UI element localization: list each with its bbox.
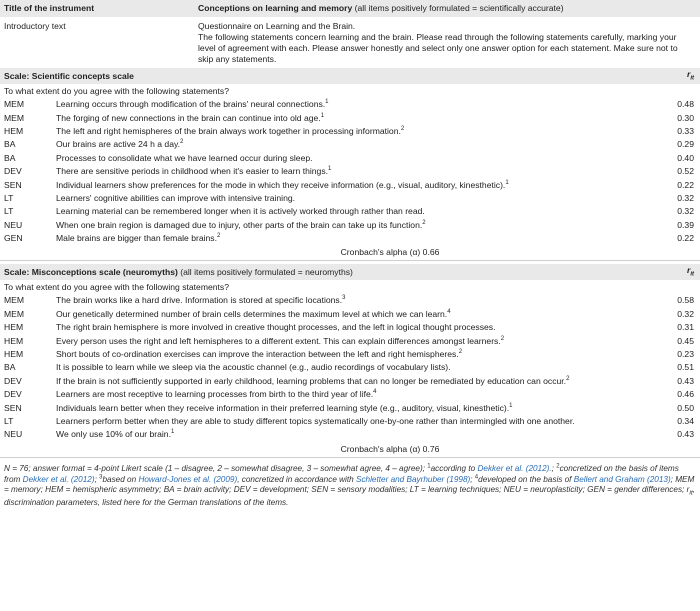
item-code: NEU <box>4 429 23 440</box>
item-statement: We only use 10% of our brain.$^1$ <box>56 429 175 440</box>
item-rit-value: 0.23 <box>677 349 694 360</box>
header-col1: Title of the instrument <box>4 3 95 13</box>
item-rit-value: 0.22 <box>677 233 694 244</box>
scientific-item-row <box>0 232 700 245</box>
item-rit-value: 0.30 <box>677 112 694 123</box>
item-footnote-mark: 4 <box>447 309 451 316</box>
intro-row <box>0 17 700 65</box>
scientific-item-row <box>0 165 700 178</box>
scientific-items <box>0 98 700 245</box>
item-code: MEM <box>4 308 25 319</box>
scientific-item-row <box>0 98 700 111</box>
item-rit-value: 0.50 <box>677 402 694 413</box>
ref-link-schletter[interactable]: Schletter and Bayrhuber (1998) <box>355 474 471 484</box>
item-statement: Our brains are active 24 h a day.$^2$ <box>56 139 184 150</box>
item-rit-value: 0.29 <box>677 139 694 150</box>
intro-label: Introductory text <box>4 21 66 31</box>
item-code: SEN <box>4 179 22 190</box>
item-statement: When one brain region is damaged due to injury, other parts of the brain can take up its function.$^2$ <box>56 219 426 230</box>
item-footnote-mark: 2 <box>458 349 463 356</box>
item-statement: The brain works like a hard drive. Information is stored at specific locations.$^3$ <box>56 295 346 306</box>
misconceptions-item-row <box>0 361 700 374</box>
item-code: MEM <box>4 112 25 123</box>
intro-title: Questionnaire on Learning and the Brain. <box>198 21 356 31</box>
item-footnote-mark: 1 <box>509 402 513 409</box>
item-footnote-mark: 1 <box>170 429 175 436</box>
item-rit-value: 0.43 <box>677 429 694 440</box>
item-footnote-mark: 4 <box>373 389 377 396</box>
misconceptions-item-row <box>0 294 700 307</box>
item-footnote-mark: 3 <box>342 295 346 302</box>
item-statement: Learners' cognitive abilities can improve with intensive training. <box>56 192 296 203</box>
item-statement: It is possible to learn while we sleep via the acoustic channel (e.g., audio recordings of vocabulary lists). <box>56 362 451 373</box>
header-col2-title: Conceptions on learning and memory <box>198 3 353 13</box>
item-code: MEM <box>4 295 25 306</box>
item-footnote-mark: 2 <box>216 233 221 240</box>
scientific-item-row <box>0 192 700 205</box>
misconceptions-item-row <box>0 348 700 361</box>
item-footnote-mark: 1 <box>320 112 325 119</box>
item-rit-value: 0.22 <box>677 179 694 190</box>
item-rit-value: 0.32 <box>677 192 694 203</box>
misconceptions-item-row <box>0 334 700 347</box>
misconceptions-scale-title-wrap <box>4 267 654 278</box>
misconceptions-question: To what extent do you agree with the following statements? <box>4 281 230 292</box>
item-code: HEM <box>4 349 24 360</box>
item-statement: Learners perform better when they are able to study different topics systematically one-by-one rather than intermingled with one another. <box>56 416 575 426</box>
table-header <box>0 0 700 17</box>
item-statement: If the brain is not sufficiently supported in early childhood, learning problems that can no longer be remediated by education can occur.$^2$ <box>56 375 570 386</box>
item-code: MEM <box>4 99 25 110</box>
scientific-item-row <box>0 152 700 165</box>
misconceptions-items <box>0 294 700 441</box>
item-rit-value: 0.39 <box>677 219 694 230</box>
item-footnote-mark: 2 <box>422 219 426 226</box>
item-rit-value: 0.32 <box>677 308 694 319</box>
misconceptions-scale-title: Scale: Misconceptions scale (neuromyths) <box>4 266 178 277</box>
header-col2-note: (all items positively formulated = scientifically accurate) <box>354 3 564 13</box>
item-rit-value: 0.33 <box>677 125 694 136</box>
item-code: DEV <box>4 166 22 177</box>
item-footnote-mark: 1 <box>328 166 332 173</box>
item-statement: Short bouts of co-ordination exercises can improve the interaction between the left and right hemispheres.$^2$ <box>56 349 463 360</box>
item-rit-value: 0.43 <box>677 375 694 386</box>
ref-link-bellert[interactable]: Bellert and Graham (2013) <box>573 474 671 484</box>
misconceptions-item-row <box>0 321 700 334</box>
misconceptions-scale-header <box>0 264 700 280</box>
item-rit-value: 0.51 <box>677 362 694 373</box>
scientific-scale-title: Scale: Scientific concepts scale <box>4 70 134 81</box>
item-statement: Processes to consolidate what we have learned occur during sleep. <box>56 152 313 163</box>
item-footnote-mark: 2 <box>180 139 184 146</box>
misconceptions-item-row <box>0 388 700 401</box>
intro-body: The following statements concern learning and the brain. Please read through the following statements carefully, marking your level of agreement with each. Please answer honestly and select only one answer option for each statement. Make sure not to skip any statements. <box>198 32 678 64</box>
item-code: HEM <box>4 125 24 136</box>
scientific-scale-header <box>0 68 700 84</box>
header-col2 <box>198 3 700 14</box>
misconceptions-item-row <box>0 308 700 321</box>
item-rit-value: 0.32 <box>677 206 694 217</box>
scientific-alpha: Cronbach's alpha (α) 0.66 <box>340 247 440 258</box>
misconceptions-rit-label: $r_{it}$ <box>686 265 694 278</box>
misconceptions-scale-note: (all items positively formulated = neuromyths) <box>180 266 353 277</box>
item-rit-value: 0.46 <box>677 389 694 400</box>
item-code: LT <box>4 416 14 426</box>
item-statement: Individual learners show preferences for the mode in which they receive information (e.g., visual, auditory, kinesthetic).$^1$ <box>56 179 509 190</box>
item-rit-value: 0.52 <box>677 166 694 177</box>
item-statement: Learning occurs through modification of the brains' neural connections.$^1$ <box>56 99 329 110</box>
item-code: HEM <box>4 322 24 333</box>
item-code: BA <box>4 139 16 150</box>
scientific-question: To what extent do you agree with the following statements? <box>4 85 230 96</box>
item-statement: Learners are most receptive to learning processes from birth to the third year of life.$^4$ <box>56 389 377 400</box>
item-statement: The right brain hemisphere is more involved in creative thought processes, and the left in logical thought processes. <box>56 322 496 333</box>
item-statement: The left and right hemispheres of the brain always work together in processing information.$^2$ <box>56 125 405 136</box>
item-footnote-mark: 2 <box>500 335 505 342</box>
item-statement: Our genetically determined number of brain cells determines the maximum level at which we can learn.$^4$ <box>56 308 451 319</box>
table-footnote: N = 76; answer format = 4-point Likert scale (1 – disagree, 2 – somewhat disagree, 3 – somewhat agree, 4 – agree); $^1$according to Dekker et al. (2012).; $^2$concretized on the basis of items from Dekker et al. (2012); $^3$based on Howard-Jones et al. (2009), concretized in accordance with Schletter and Bayrhuber (1998); $^4$developed on the basis of Bellert and Graham (2013); MEM = memory; HEM = hemispheric asymmetry; BA = brain activity; DEV = development; SEN = sensory modalities; LT = learning techniques; NEU = neuroplasticity; GEN = gender differences; $r_{it}$, discrimination parameters, listed here for the German translations of the items. <box>4 462 696 508</box>
item-code: HEM <box>4 335 24 346</box>
scientific-item-row <box>0 138 700 151</box>
item-code: SEN <box>4 402 22 413</box>
item-rit-value: 0.45 <box>677 335 694 346</box>
item-code: DEV <box>4 375 22 386</box>
item-statement: Learning material can be remembered longer when it is actively worked through rather than read. <box>56 206 425 217</box>
item-rit-value: 0.40 <box>677 152 694 163</box>
item-footnote-mark: 1 <box>505 179 509 186</box>
misconceptions-item-row <box>0 375 700 388</box>
item-statement: Individuals learn better when they receive information in their preferred learning style (e.g., auditory, visual, kinesthetic).$^1$ <box>56 402 513 413</box>
item-rit-value: 0.58 <box>677 295 694 306</box>
item-statement: Every person uses the right and left hemispheres to a different extent. This can explain differences amongst learners.$^2$ <box>56 335 505 346</box>
ref-link-dekker-1[interactable]: Dekker et al. (2012). <box>477 463 552 473</box>
item-code: LT <box>4 192 14 203</box>
item-code: LT <box>4 206 14 217</box>
scientific-item-row <box>0 111 700 124</box>
misconceptions-alpha: Cronbach's alpha (α) 0.76 <box>340 443 440 454</box>
item-code: BA <box>4 152 16 163</box>
item-footnote-mark: 1 <box>325 99 329 106</box>
item-footnote-mark: 2 <box>566 375 570 382</box>
misconceptions-item-row <box>0 428 700 441</box>
item-code: DEV <box>4 389 22 400</box>
scientific-item-row <box>0 178 700 191</box>
intro-content <box>198 21 700 65</box>
item-statement: Male brains are bigger than female brains.$^2$ <box>56 233 221 244</box>
item-rit-value: 0.34 <box>677 416 694 426</box>
misconceptions-item-row <box>0 401 700 414</box>
item-code: BA <box>4 362 16 373</box>
item-statement: The forging of new connections in the brain can continue into old age.$^1$ <box>56 112 325 123</box>
scientific-item-row <box>0 125 700 138</box>
scientific-item-row <box>0 219 700 232</box>
item-code: NEU <box>4 219 23 230</box>
ref-link-howard-jones[interactable]: Howard-Jones et al. (2009) <box>138 474 238 484</box>
item-statement: There are sensitive periods in childhood when it's easier to learn things.$^1$ <box>56 166 332 177</box>
item-code: GEN <box>4 233 23 244</box>
item-rit-value: 0.48 <box>677 99 694 110</box>
item-rit-value: 0.31 <box>677 322 694 333</box>
scientific-item-row <box>0 205 700 218</box>
scientific-rit-label: $r_{it}$ <box>686 68 694 82</box>
ref-link-dekker-2[interactable]: Dekker et al. (2012) <box>22 474 95 484</box>
misconceptions-item-row <box>0 415 700 428</box>
item-footnote-mark: 2 <box>400 126 405 133</box>
